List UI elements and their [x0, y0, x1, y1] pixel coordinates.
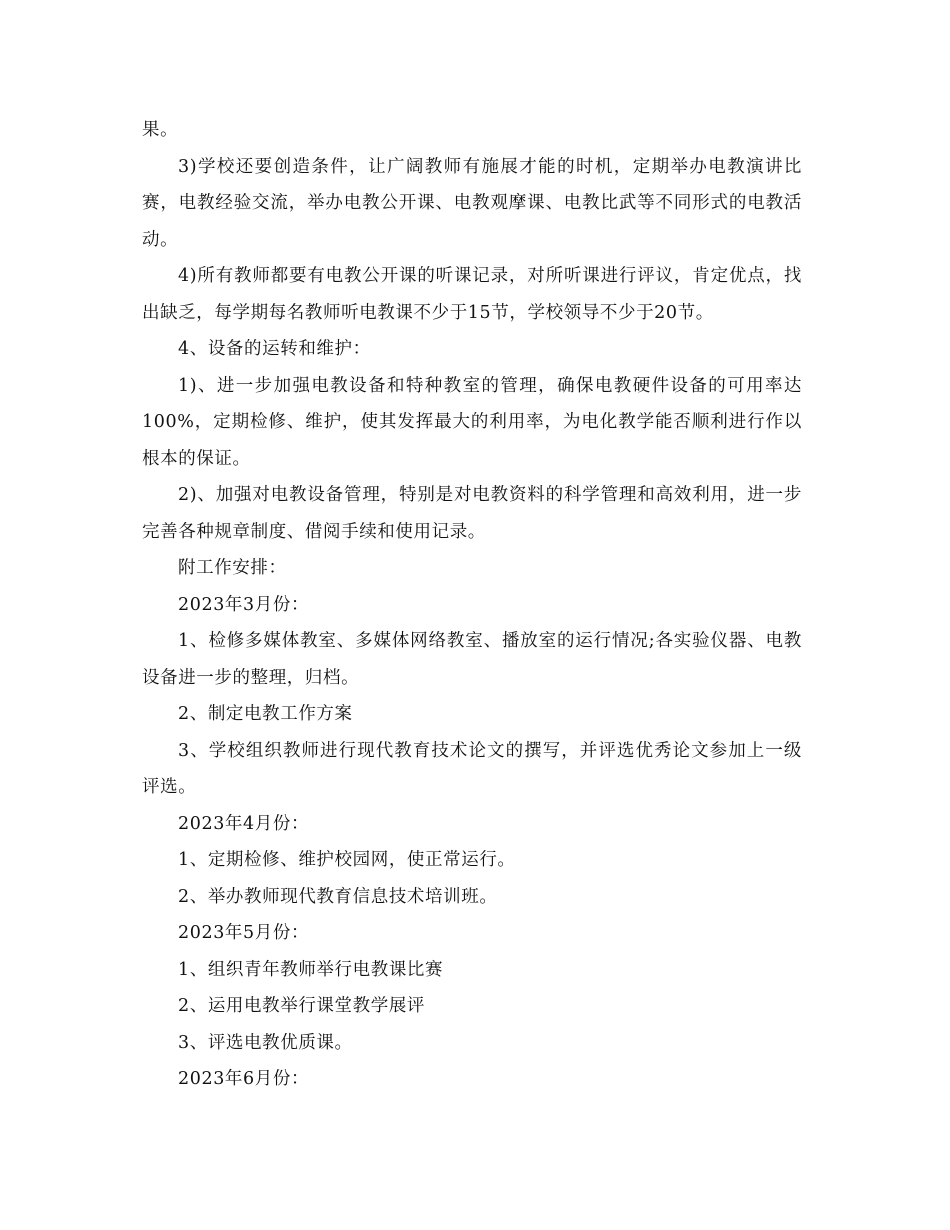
april-item-1: 1、定期检修、维护校园网，使正常运行。 — [178, 850, 516, 870]
paragraph-item-3: 3)学校还要创造条件，让广阔教师有施展才能的时机，定期举办电教演讲比赛，电教经验交流，举办电教公开课、电教观摩课、电教比武等不同形式的电教活动。 — [142, 156, 802, 250]
paragraph-item-4: 4)所有教师都要有电教公开课的听课记录，对所听课进行评议，肯定优点，找出缺乏，每学期每名教师听电教课不少于15节，学校领导不少于20节。 — [142, 266, 802, 323]
may-item-1: 1、组织青年教师举行电教课比赛 — [178, 959, 444, 980]
march-item-3: 3、学校组织教师进行现代教育技术论文的撰写，并评选优秀论文参加上一级评选。 — [142, 740, 802, 797]
may-item-2: 2、运用电教举行课堂教学展评 — [178, 996, 426, 1016]
march-item-1: 1、检修多媒体教室、多媒体网络教室、播放室的运行情况;各实验仪器、电教设备进一步的整理，归档。 — [142, 631, 802, 688]
may-item-3: 3、评选电教优质课。 — [178, 1032, 353, 1053]
document-body — [142, 112, 802, 1098]
march-item-2: 2、制定电教工作方案 — [178, 704, 353, 724]
month-heading-may: 2023年5月份： — [178, 923, 310, 943]
paragraph-continuation: 果。 — [142, 120, 179, 140]
section-heading-equipment: 4、设备的运转和维护： — [178, 339, 371, 359]
paragraph-equipment-1: 1)、进一步加强电教设备和特种教室的管理，确保电教硬件设备的可用率达100%，定期检修、维护，使其发挥最大的利用率，为电化教学能否顺利进行作以根本的保证。 — [142, 375, 802, 469]
month-heading-june: 2023年6月份： — [178, 1069, 310, 1089]
april-item-2: 2、举办教师现代教育信息技术培训班。 — [178, 886, 498, 907]
schedule-heading: 附工作安排： — [178, 558, 287, 578]
month-heading-april: 2023年4月份： — [178, 813, 310, 834]
month-heading-march: 2023年3月份： — [178, 594, 310, 615]
paragraph-equipment-2: 2)、加强对电教设备管理，特别是对电教资料的科学管理和高效利用，进一步完善各种规章制度、借阅手续和使用记录。 — [142, 485, 802, 542]
